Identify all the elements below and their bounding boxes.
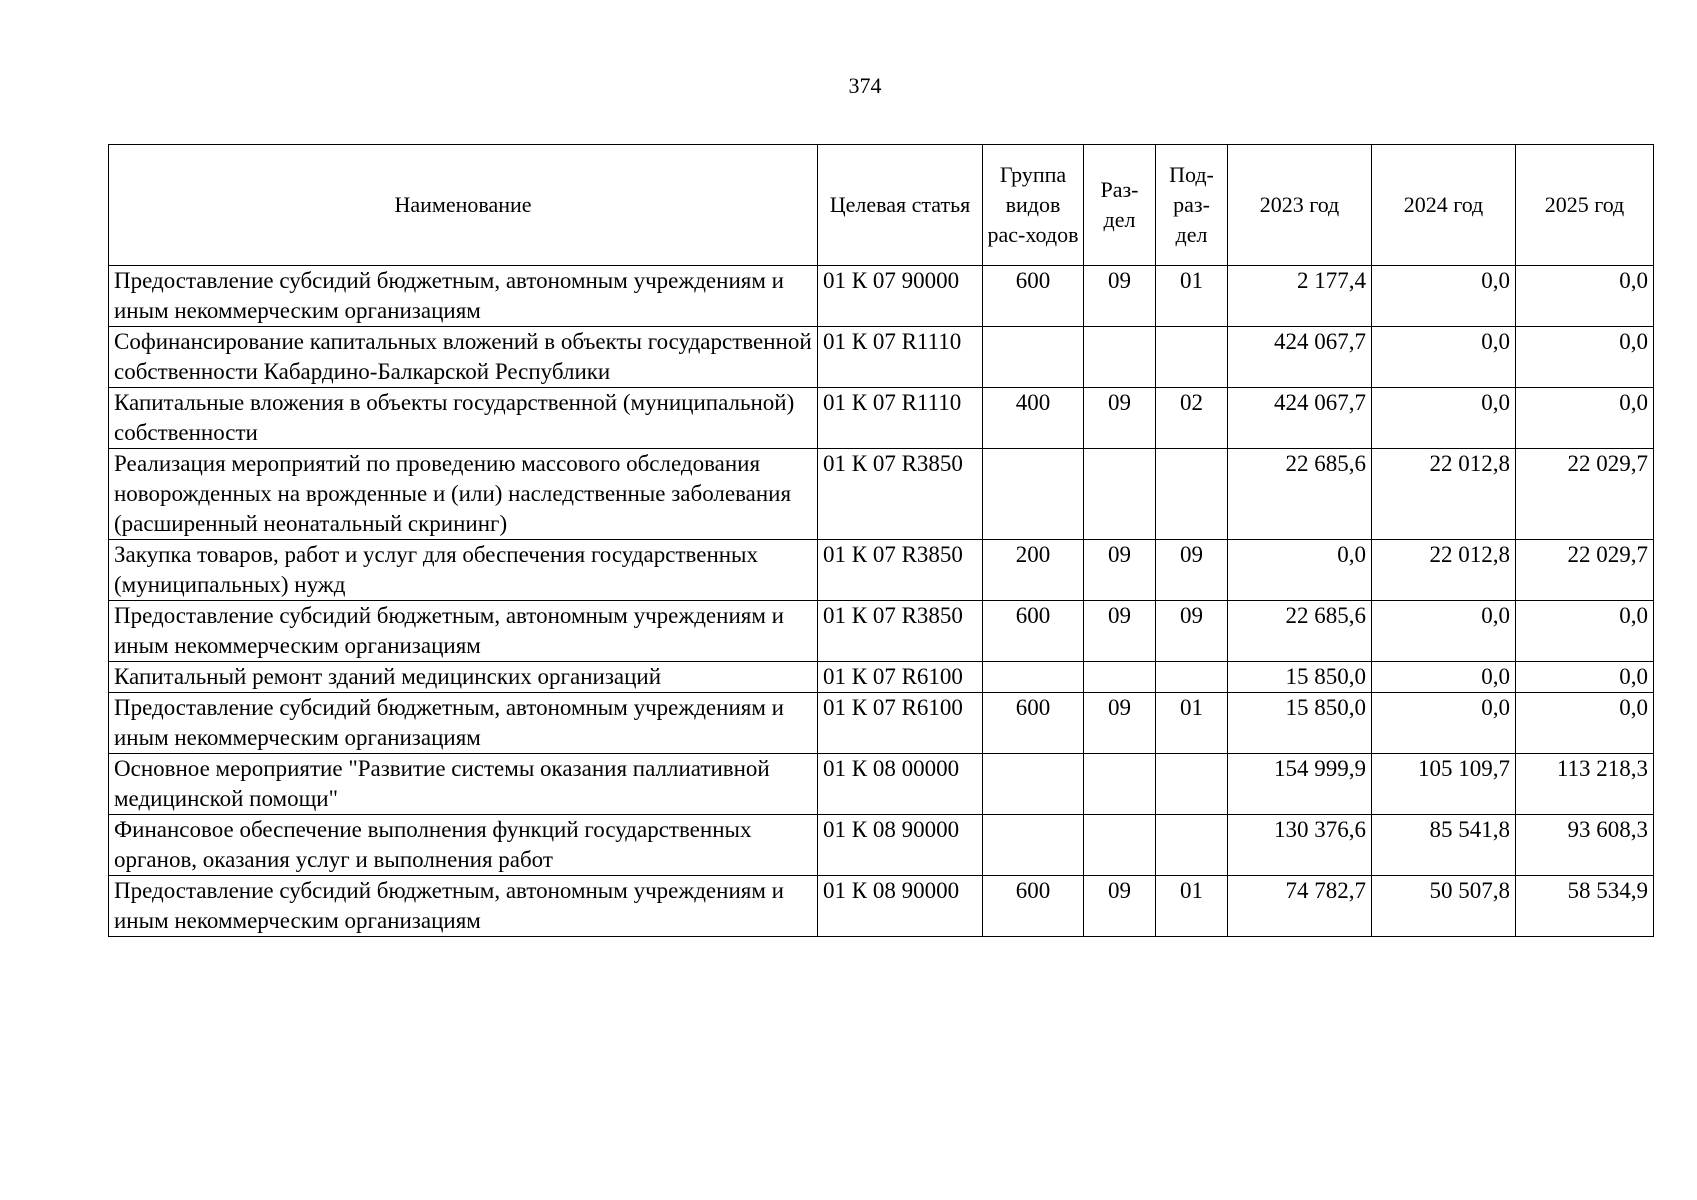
row-name: Финансовое обеспечение выполнения функций государственных органов, оказания услуг и выполнения работ [109, 815, 818, 876]
row-target-article: 01 К 07 R1110 [818, 327, 983, 388]
row-section: 09 [1084, 266, 1156, 327]
row-subsection [1156, 754, 1228, 815]
row-amount-2023: 130 376,6 [1228, 815, 1372, 876]
row-amount-2025: 58 534,9 [1516, 876, 1654, 937]
table-row [109, 327, 1654, 388]
table-row [109, 876, 1654, 937]
row-subsection: 01 [1156, 693, 1228, 754]
row-subsection [1156, 327, 1228, 388]
header-subsection: Под-раз-дел [1156, 145, 1228, 266]
row-amount-2025: 0,0 [1516, 693, 1654, 754]
row-amount-2025: 0,0 [1516, 266, 1654, 327]
row-amount-2023: 154 999,9 [1228, 754, 1372, 815]
row-name: Капитальный ремонт зданий медицинских организаций [109, 662, 818, 693]
row-subsection: 02 [1156, 388, 1228, 449]
row-name: Основное мероприятие "Развитие системы оказания паллиативной медицинской помощи" [109, 754, 818, 815]
table-row [109, 601, 1654, 662]
row-target-article: 01 К 07 R1110 [818, 388, 983, 449]
row-target-article: 01 К 08 90000 [818, 815, 983, 876]
row-amount-2025: 93 608,3 [1516, 815, 1654, 876]
row-amount-2025: 0,0 [1516, 327, 1654, 388]
table-row [109, 815, 1654, 876]
row-amount-2024: 105 109,7 [1372, 754, 1516, 815]
row-name: Реализация мероприятий по проведению массового обследования новорожденных на врожденные и (или) наследственные заболевания (расширенный неонатальный скрининг) [109, 449, 818, 540]
row-section: 09 [1084, 693, 1156, 754]
row-expense-group [983, 662, 1084, 693]
row-section: 09 [1084, 601, 1156, 662]
row-subsection: 01 [1156, 876, 1228, 937]
table-row [109, 540, 1654, 601]
row-amount-2023: 74 782,7 [1228, 876, 1372, 937]
row-expense-group: 600 [983, 266, 1084, 327]
row-name: Капитальные вложения в объекты государственной (муниципальной) собственности [109, 388, 818, 449]
table-body [109, 266, 1654, 937]
row-amount-2023: 424 067,7 [1228, 327, 1372, 388]
row-amount-2025: 0,0 [1516, 601, 1654, 662]
table-header-row [109, 145, 1654, 266]
row-amount-2023: 424 067,7 [1228, 388, 1372, 449]
row-amount-2024: 0,0 [1372, 327, 1516, 388]
row-amount-2023: 22 685,6 [1228, 449, 1372, 540]
row-amount-2025: 22 029,7 [1516, 449, 1654, 540]
row-amount-2024: 0,0 [1372, 662, 1516, 693]
row-expense-group [983, 327, 1084, 388]
header-name: Наименование [109, 145, 818, 266]
row-name: Предоставление субсидий бюджетным, автономным учреждениям и иным некоммерческим организациям [109, 876, 818, 937]
table-row [109, 449, 1654, 540]
row-amount-2023: 15 850,0 [1228, 693, 1372, 754]
table-row [109, 662, 1654, 693]
row-section [1084, 327, 1156, 388]
row-target-article: 01 К 07 R3850 [818, 601, 983, 662]
header-expense-group: Группа видов рас-ходов [983, 145, 1084, 266]
table-row [109, 388, 1654, 449]
row-amount-2024: 22 012,8 [1372, 540, 1516, 601]
row-amount-2025: 0,0 [1516, 388, 1654, 449]
row-amount-2025: 22 029,7 [1516, 540, 1654, 601]
row-subsection [1156, 662, 1228, 693]
row-expense-group: 600 [983, 601, 1084, 662]
row-amount-2024: 0,0 [1372, 266, 1516, 327]
row-section [1084, 662, 1156, 693]
row-section [1084, 754, 1156, 815]
row-target-article: 01 К 07 R6100 [818, 662, 983, 693]
row-amount-2025: 113 218,3 [1516, 754, 1654, 815]
row-section: 09 [1084, 388, 1156, 449]
row-name: Софинансирование капитальных вложений в объекты государственной собственности Кабардино-Балкарской Республики [109, 327, 818, 388]
row-name: Предоставление субсидий бюджетным, автономным учреждениям и иным некоммерческим организациям [109, 266, 818, 327]
row-section [1084, 815, 1156, 876]
row-section [1084, 449, 1156, 540]
row-target-article: 01 К 07 90000 [818, 266, 983, 327]
row-target-article: 01 К 08 00000 [818, 754, 983, 815]
header-year-2025: 2025 год [1516, 145, 1654, 266]
table-row [109, 693, 1654, 754]
page-number: 374 [848, 73, 882, 98]
header-year-2024: 2024 год [1372, 145, 1516, 266]
row-subsection [1156, 815, 1228, 876]
row-expense-group [983, 754, 1084, 815]
row-expense-group [983, 449, 1084, 540]
header-year-2023: 2023 год [1228, 145, 1372, 266]
row-amount-2023: 0,0 [1228, 540, 1372, 601]
row-expense-group: 200 [983, 540, 1084, 601]
row-amount-2024: 85 541,8 [1372, 815, 1516, 876]
row-target-article: 01 К 07 R3850 [818, 540, 983, 601]
row-name: Предоставление субсидий бюджетным, автономным учреждениям и иным некоммерческим организациям [109, 693, 818, 754]
row-amount-2024: 50 507,8 [1372, 876, 1516, 937]
row-name: Закупка товаров, работ и услуг для обеспечения государственных (муниципальных) нужд [109, 540, 818, 601]
row-amount-2024: 0,0 [1372, 388, 1516, 449]
header-section: Раз-дел [1084, 145, 1156, 266]
row-amount-2023: 2 177,4 [1228, 266, 1372, 327]
row-target-article: 01 К 07 R6100 [818, 693, 983, 754]
budget-table [108, 144, 1654, 937]
row-amount-2025: 0,0 [1516, 662, 1654, 693]
row-amount-2023: 15 850,0 [1228, 662, 1372, 693]
row-subsection [1156, 449, 1228, 540]
row-subsection: 01 [1156, 266, 1228, 327]
row-expense-group: 600 [983, 876, 1084, 937]
row-subsection: 09 [1156, 601, 1228, 662]
row-expense-group [983, 815, 1084, 876]
row-amount-2024: 22 012,8 [1372, 449, 1516, 540]
row-expense-group: 400 [983, 388, 1084, 449]
row-amount-2024: 0,0 [1372, 693, 1516, 754]
table-row [109, 266, 1654, 327]
row-subsection: 09 [1156, 540, 1228, 601]
row-target-article: 01 К 07 R3850 [818, 449, 983, 540]
row-section: 09 [1084, 876, 1156, 937]
table-row [109, 754, 1654, 815]
row-name: Предоставление субсидий бюджетным, автономным учреждениям и иным некоммерческим организациям [109, 601, 818, 662]
row-section: 09 [1084, 540, 1156, 601]
header-target-article: Целевая статья [818, 145, 983, 266]
row-target-article: 01 К 08 90000 [818, 876, 983, 937]
row-expense-group: 600 [983, 693, 1084, 754]
row-amount-2024: 0,0 [1372, 601, 1516, 662]
row-amount-2023: 22 685,6 [1228, 601, 1372, 662]
